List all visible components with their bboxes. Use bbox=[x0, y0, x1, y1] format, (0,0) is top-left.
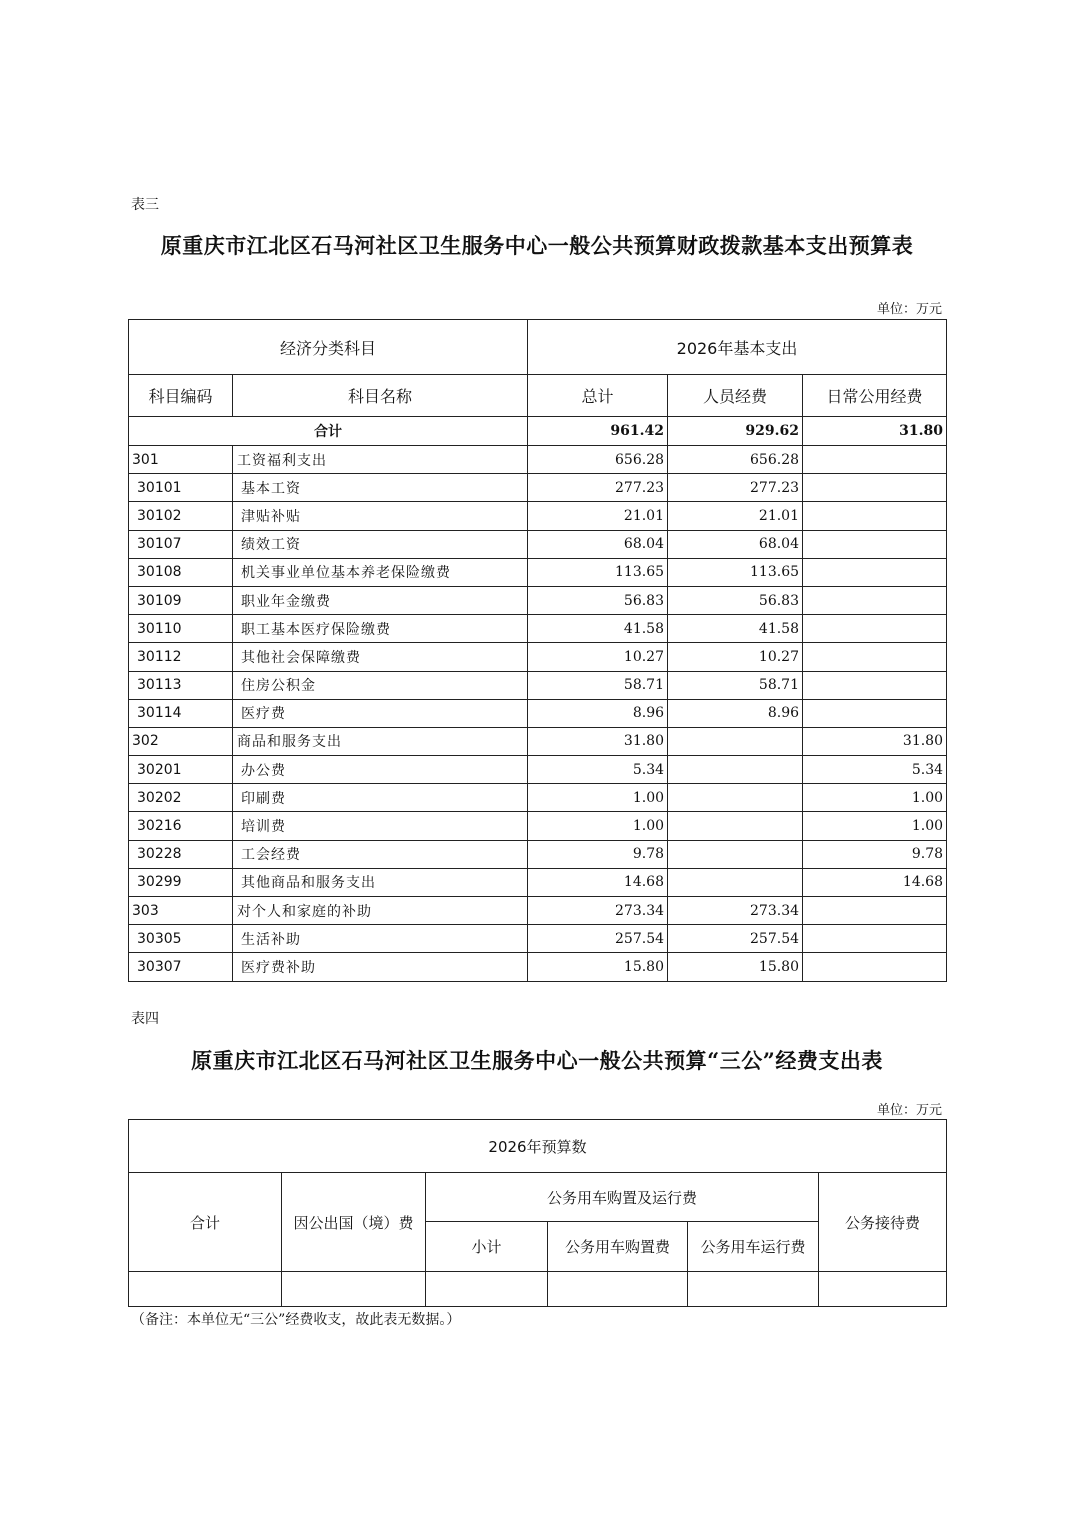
total-sum: 961.42 bbox=[528, 417, 668, 446]
row-name: 工资福利支出 bbox=[233, 446, 528, 474]
row-personnel: 257.54 bbox=[668, 925, 803, 953]
row-code: 30307 bbox=[129, 953, 233, 981]
row-name: 医疗费补助 bbox=[233, 953, 528, 981]
row-code: 30114 bbox=[129, 699, 233, 727]
row-total: 10.27 bbox=[528, 643, 668, 671]
total-personnel: 929.62 bbox=[668, 417, 803, 446]
row-code: 30305 bbox=[129, 925, 233, 953]
row-code: 30228 bbox=[129, 840, 233, 868]
row-personnel: 58.71 bbox=[668, 671, 803, 699]
row-personnel: 10.27 bbox=[668, 643, 803, 671]
header-total: 合计 bbox=[129, 1173, 282, 1272]
row-public bbox=[803, 897, 947, 925]
header-vehicle: 公务用车购置及运行费 bbox=[426, 1173, 819, 1222]
total-label: 合计 bbox=[129, 417, 528, 446]
row-name: 机关事业单位基本养老保险缴费 bbox=[233, 558, 528, 586]
row-name: 生活补助 bbox=[233, 925, 528, 953]
row-name: 职工基本医疗保险缴费 bbox=[233, 615, 528, 643]
row-total: 15.80 bbox=[528, 953, 668, 981]
table-row bbox=[129, 502, 947, 530]
header-reception: 公务接待费 bbox=[819, 1173, 947, 1272]
empty-data-row bbox=[129, 1272, 947, 1307]
table4-label: 表四 bbox=[131, 1011, 159, 1027]
row-name: 医疗费 bbox=[233, 699, 528, 727]
row-personnel bbox=[668, 868, 803, 896]
header-subtotal: 小计 bbox=[426, 1222, 548, 1272]
row-code: 30107 bbox=[129, 530, 233, 558]
row-personnel: 21.01 bbox=[668, 502, 803, 530]
three-public-table bbox=[128, 1119, 947, 1307]
row-name: 津贴补贴 bbox=[233, 502, 528, 530]
table3-unit: 单位：万元 bbox=[876, 302, 942, 317]
header-abroad: 因公出国（境）费 bbox=[282, 1173, 426, 1272]
row-total: 31.80 bbox=[528, 727, 668, 755]
row-name: 职业年金缴费 bbox=[233, 586, 528, 614]
row-code: 303 bbox=[129, 897, 233, 925]
row-total: 1.00 bbox=[528, 812, 668, 840]
table-row bbox=[129, 586, 947, 614]
total-row bbox=[129, 417, 947, 446]
row-total: 656.28 bbox=[528, 446, 668, 474]
row-name: 其他社会保障缴费 bbox=[233, 643, 528, 671]
row-code: 30201 bbox=[129, 756, 233, 784]
row-total: 58.71 bbox=[528, 671, 668, 699]
row-code: 30108 bbox=[129, 558, 233, 586]
row-total: 113.65 bbox=[528, 558, 668, 586]
row-name: 基本工资 bbox=[233, 474, 528, 502]
header-personnel: 人员经费 bbox=[668, 375, 803, 417]
row-public: 1.00 bbox=[803, 784, 947, 812]
header-public: 日常公用经费 bbox=[803, 375, 947, 417]
row-public bbox=[803, 474, 947, 502]
row-public bbox=[803, 558, 947, 586]
row-name: 其他商品和服务支出 bbox=[233, 868, 528, 896]
row-name: 住房公积金 bbox=[233, 671, 528, 699]
table-row bbox=[129, 868, 947, 896]
row-public: 1.00 bbox=[803, 812, 947, 840]
row-public bbox=[803, 671, 947, 699]
row-public bbox=[803, 586, 947, 614]
row-code: 30102 bbox=[129, 502, 233, 530]
table-row bbox=[129, 812, 947, 840]
row-name: 工会经费 bbox=[233, 840, 528, 868]
row-personnel: 273.34 bbox=[668, 897, 803, 925]
row-total: 14.68 bbox=[528, 868, 668, 896]
row-code: 30109 bbox=[129, 586, 233, 614]
row-public: 5.34 bbox=[803, 756, 947, 784]
header-vehicle-operation: 公务用车运行费 bbox=[688, 1222, 819, 1272]
row-personnel bbox=[668, 784, 803, 812]
budget-table bbox=[128, 319, 947, 982]
table-row bbox=[129, 727, 947, 755]
row-personnel: 113.65 bbox=[668, 558, 803, 586]
header-econ-class: 经济分类科目 bbox=[129, 320, 528, 375]
table-row bbox=[129, 558, 947, 586]
table-row bbox=[129, 784, 947, 812]
header-code: 科目编码 bbox=[129, 375, 233, 417]
row-personnel: 277.23 bbox=[668, 474, 803, 502]
row-personnel: 56.83 bbox=[668, 586, 803, 614]
header-budget-year: 2026年预算数 bbox=[129, 1120, 947, 1173]
row-public: 31.80 bbox=[803, 727, 947, 755]
row-personnel bbox=[668, 812, 803, 840]
row-personnel: 8.96 bbox=[668, 699, 803, 727]
row-personnel: 41.58 bbox=[668, 615, 803, 643]
table-row bbox=[129, 446, 947, 474]
table-row bbox=[129, 530, 947, 558]
table-row bbox=[129, 643, 947, 671]
row-name: 办公费 bbox=[233, 756, 528, 784]
table-row bbox=[129, 897, 947, 925]
header-name: 科目名称 bbox=[233, 375, 528, 417]
row-name: 对个人和家庭的补助 bbox=[233, 897, 528, 925]
header-total: 总计 bbox=[528, 375, 668, 417]
row-code: 302 bbox=[129, 727, 233, 755]
row-total: 277.23 bbox=[528, 474, 668, 502]
row-code: 301 bbox=[129, 446, 233, 474]
row-total: 68.04 bbox=[528, 530, 668, 558]
row-public bbox=[803, 502, 947, 530]
table-row bbox=[129, 953, 947, 981]
table-row bbox=[129, 671, 947, 699]
row-name: 绩效工资 bbox=[233, 530, 528, 558]
row-public bbox=[803, 953, 947, 981]
row-name: 印刷费 bbox=[233, 784, 528, 812]
row-public bbox=[803, 699, 947, 727]
row-public bbox=[803, 446, 947, 474]
total-public: 31.80 bbox=[803, 417, 947, 446]
row-code: 30101 bbox=[129, 474, 233, 502]
table3-label: 表三 bbox=[131, 197, 159, 213]
row-personnel bbox=[668, 756, 803, 784]
row-public bbox=[803, 925, 947, 953]
table-row bbox=[129, 474, 947, 502]
row-total: 21.01 bbox=[528, 502, 668, 530]
row-code: 30110 bbox=[129, 615, 233, 643]
row-public: 14.68 bbox=[803, 868, 947, 896]
row-name: 培训费 bbox=[233, 812, 528, 840]
row-total: 56.83 bbox=[528, 586, 668, 614]
row-code: 30113 bbox=[129, 671, 233, 699]
row-total: 257.54 bbox=[528, 925, 668, 953]
table4-title: 原重庆市江北区石马河社区卫生服务中心一般公共预算“三公”经费支出表 bbox=[191, 1048, 883, 1073]
table4-note: （备注：本单位无“三公”经费收支，故此表无数据。） bbox=[131, 1312, 461, 1328]
row-code: 30216 bbox=[129, 812, 233, 840]
row-code: 30112 bbox=[129, 643, 233, 671]
row-personnel bbox=[668, 727, 803, 755]
header-vehicle-purchase: 公务用车购置费 bbox=[548, 1222, 688, 1272]
table-row bbox=[129, 840, 947, 868]
header-basic-expense: 2026年基本支出 bbox=[528, 320, 947, 375]
row-total: 8.96 bbox=[528, 699, 668, 727]
row-total: 41.58 bbox=[528, 615, 668, 643]
row-personnel: 656.28 bbox=[668, 446, 803, 474]
table-row bbox=[129, 699, 947, 727]
row-personnel: 15.80 bbox=[668, 953, 803, 981]
row-public bbox=[803, 615, 947, 643]
row-total: 273.34 bbox=[528, 897, 668, 925]
row-public bbox=[803, 643, 947, 671]
row-code: 30202 bbox=[129, 784, 233, 812]
table4-unit: 单位：万元 bbox=[876, 1103, 942, 1118]
row-personnel bbox=[668, 840, 803, 868]
row-total: 5.34 bbox=[528, 756, 668, 784]
table3-title: 原重庆市江北区石马河社区卫生服务中心一般公共预算财政拨款基本支出预算表 bbox=[160, 233, 914, 258]
row-code: 30299 bbox=[129, 868, 233, 896]
table-row bbox=[129, 615, 947, 643]
row-personnel: 68.04 bbox=[668, 530, 803, 558]
row-name: 商品和服务支出 bbox=[233, 727, 528, 755]
table-row bbox=[129, 925, 947, 953]
row-total: 9.78 bbox=[528, 840, 668, 868]
row-public: 9.78 bbox=[803, 840, 947, 868]
row-total: 1.00 bbox=[528, 784, 668, 812]
table-row bbox=[129, 756, 947, 784]
row-public bbox=[803, 530, 947, 558]
